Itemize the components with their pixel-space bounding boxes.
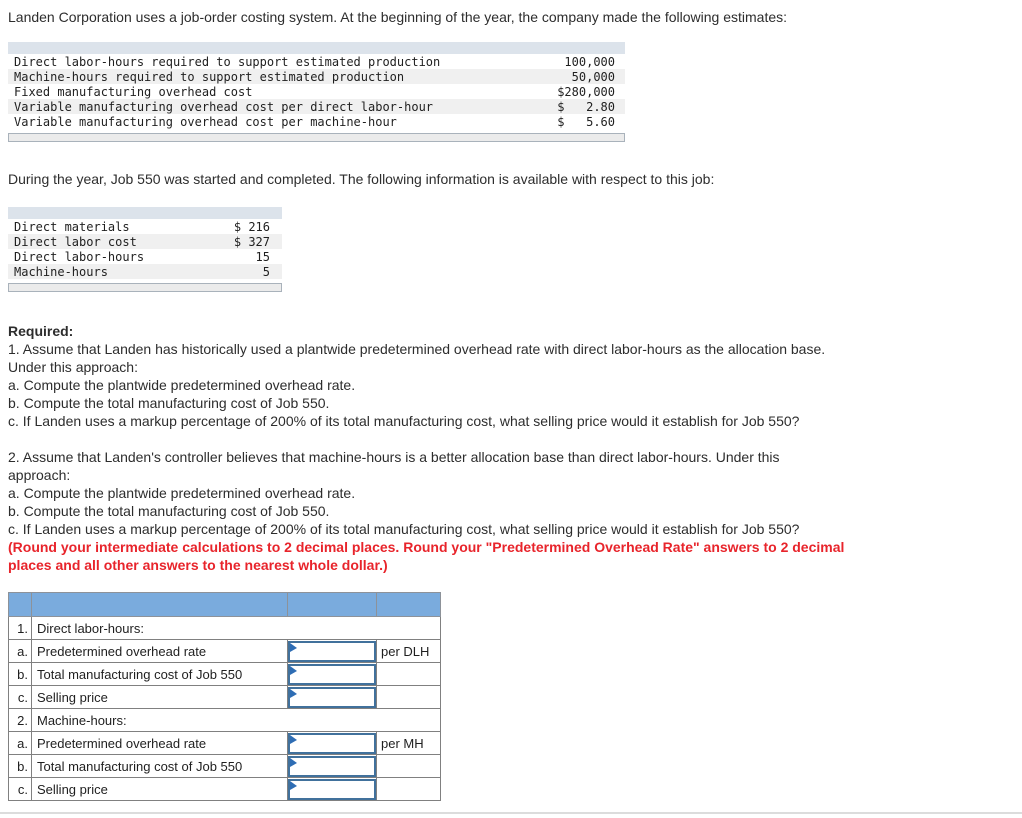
table-row <box>8 264 282 279</box>
row-letter: b. <box>9 663 32 686</box>
row-label: Machine-hours required to support estimated production <box>14 69 405 84</box>
total-cost-dlh-input[interactable] <box>288 664 376 685</box>
row-label: Selling price <box>32 686 288 709</box>
row-value: 100,000 <box>564 54 615 69</box>
requirement-1b: b. Compute the total manufacturing cost of Job 550. <box>8 395 330 411</box>
row-letter: a. <box>9 732 32 755</box>
row-label: Direct materials <box>14 219 130 234</box>
requirement-1c: c. If Landen uses a markup percentage of 200% of its total manufacturing cost, what selling price would it establish for Job 550? <box>8 413 800 429</box>
row-value: 50,000 <box>571 69 615 84</box>
answer-table <box>8 592 441 801</box>
required-section <box>8 322 844 574</box>
header-cell <box>9 593 32 617</box>
answer-row-2b <box>9 755 441 778</box>
estimates-table-header-bar <box>8 42 625 54</box>
row-letter: c. <box>9 778 32 801</box>
section-number: 2. <box>9 709 32 732</box>
row-value: $ 216 <box>233 219 270 234</box>
table-row <box>8 249 282 264</box>
row-label: Fixed manufacturing overhead cost <box>14 84 253 99</box>
job-table-header-bar <box>8 207 282 219</box>
bottom-divider <box>0 812 1022 814</box>
row-letter: b. <box>9 755 32 778</box>
requirement-2b: b. Compute the total manufacturing cost of Job 550. <box>8 503 330 519</box>
section-number: 1. <box>9 617 32 640</box>
job-550-table <box>8 207 282 292</box>
answer-marker-icon <box>290 666 297 675</box>
answer-marker-icon <box>290 735 297 744</box>
row-label: Direct labor-hours <box>14 249 145 264</box>
row-label: Selling price <box>32 778 288 801</box>
requirement-2-line-1: 2. Assume that Landen's controller believes that machine-hours is a better allocation base than direct labor-hours. Under this <box>8 449 780 465</box>
suffix-cell <box>377 686 441 709</box>
estimates-table <box>8 42 625 142</box>
per-mh-label: per MH <box>377 732 441 755</box>
row-value: $280,000 <box>557 84 615 99</box>
answer-table-header-row <box>9 593 441 617</box>
answer-row-2c <box>9 778 441 801</box>
header-cell <box>32 593 288 617</box>
requirement-2-line-2: approach: <box>8 467 71 483</box>
suffix-cell <box>377 755 441 778</box>
table-row <box>8 54 625 69</box>
estimates-table-scrollbar[interactable] <box>8 133 625 142</box>
selling-price-mh-input[interactable] <box>288 779 376 800</box>
row-value: $ 327 <box>233 234 270 249</box>
answer-row-1c <box>9 686 441 709</box>
row-label: Direct labor-hours required to support estimated production <box>14 54 441 69</box>
section-title: Direct labor-hours: <box>32 617 441 640</box>
header-cell <box>377 593 441 617</box>
answer-marker-icon <box>290 781 297 790</box>
requirement-2c: c. If Landen uses a markup percentage of 200% of its total manufacturing cost, what selling price would it establish for Job 550? <box>8 521 800 537</box>
requirement-1a: a. Compute the plantwide predetermined overhead rate. <box>8 377 356 393</box>
answer-marker-icon <box>290 643 297 652</box>
rounding-note-line-1: (Round your intermediate calculations to 2 decimal places. Round your "Predetermined Overhead Rate" answers to 2 decimal <box>8 539 845 555</box>
row-value: $ 2.80 <box>557 99 615 114</box>
job-table-scrollbar[interactable] <box>8 283 282 292</box>
section-title: Machine-hours: <box>32 709 441 732</box>
table-row <box>8 99 625 114</box>
row-value: $ 5.60 <box>557 114 615 129</box>
row-label: Variable manufacturing overhead cost per direct labor-hour <box>14 99 434 114</box>
per-dlh-label: per DLH <box>377 640 441 663</box>
predetermined-overhead-rate-dlh-input[interactable] <box>288 641 376 662</box>
requirement-2a: a. Compute the plantwide predetermined overhead rate. <box>8 485 356 501</box>
answer-row-1b <box>9 663 441 686</box>
spacer <box>8 430 844 448</box>
rounding-note-line-2: places and all other answers to the nearest whole dollar.) <box>8 557 388 573</box>
header-cell <box>288 593 377 617</box>
intro-paragraph-2: During the year, Job 550 was started and completed. The following information is available with respect to this job: <box>8 171 715 187</box>
row-label: Predetermined overhead rate <box>32 640 288 663</box>
row-label: Total manufacturing cost of Job 550 <box>32 755 288 778</box>
table-row <box>8 234 282 249</box>
predetermined-overhead-rate-mh-input[interactable] <box>288 733 376 754</box>
row-label: Machine-hours <box>14 264 108 279</box>
requirement-1-line-1: 1. Assume that Landen has historically used a plantwide predetermined overhead rate with direct labor-hours as the allocation base. <box>8 341 826 357</box>
total-cost-mh-input[interactable] <box>288 756 376 777</box>
row-letter: a. <box>9 640 32 663</box>
requirement-1-line-2: Under this approach: <box>8 359 138 375</box>
row-label: Predetermined overhead rate <box>32 732 288 755</box>
table-row <box>8 84 625 99</box>
table-row <box>8 69 625 84</box>
row-label: Variable manufacturing overhead cost per machine-hour <box>14 114 397 129</box>
suffix-cell <box>377 663 441 686</box>
row-label: Total manufacturing cost of Job 550 <box>32 663 288 686</box>
row-letter: c. <box>9 686 32 709</box>
intro-paragraph-1: Landen Corporation uses a job-order costing system. At the beginning of the year, the company made the following estimates: <box>8 9 788 25</box>
row-label: Direct labor cost <box>14 234 137 249</box>
suffix-cell <box>377 778 441 801</box>
answer-row-1a <box>9 640 441 663</box>
required-heading: Required: <box>8 323 74 339</box>
table-row <box>8 114 625 129</box>
row-value: 5 <box>262 264 270 279</box>
row-value: 15 <box>255 249 270 264</box>
section-row-1 <box>9 617 441 640</box>
section-row-2 <box>9 709 441 732</box>
table-row <box>8 219 282 234</box>
answer-row-2a <box>9 732 441 755</box>
answer-marker-icon <box>290 758 297 767</box>
answer-marker-icon <box>290 689 297 698</box>
selling-price-dlh-input[interactable] <box>288 687 376 708</box>
